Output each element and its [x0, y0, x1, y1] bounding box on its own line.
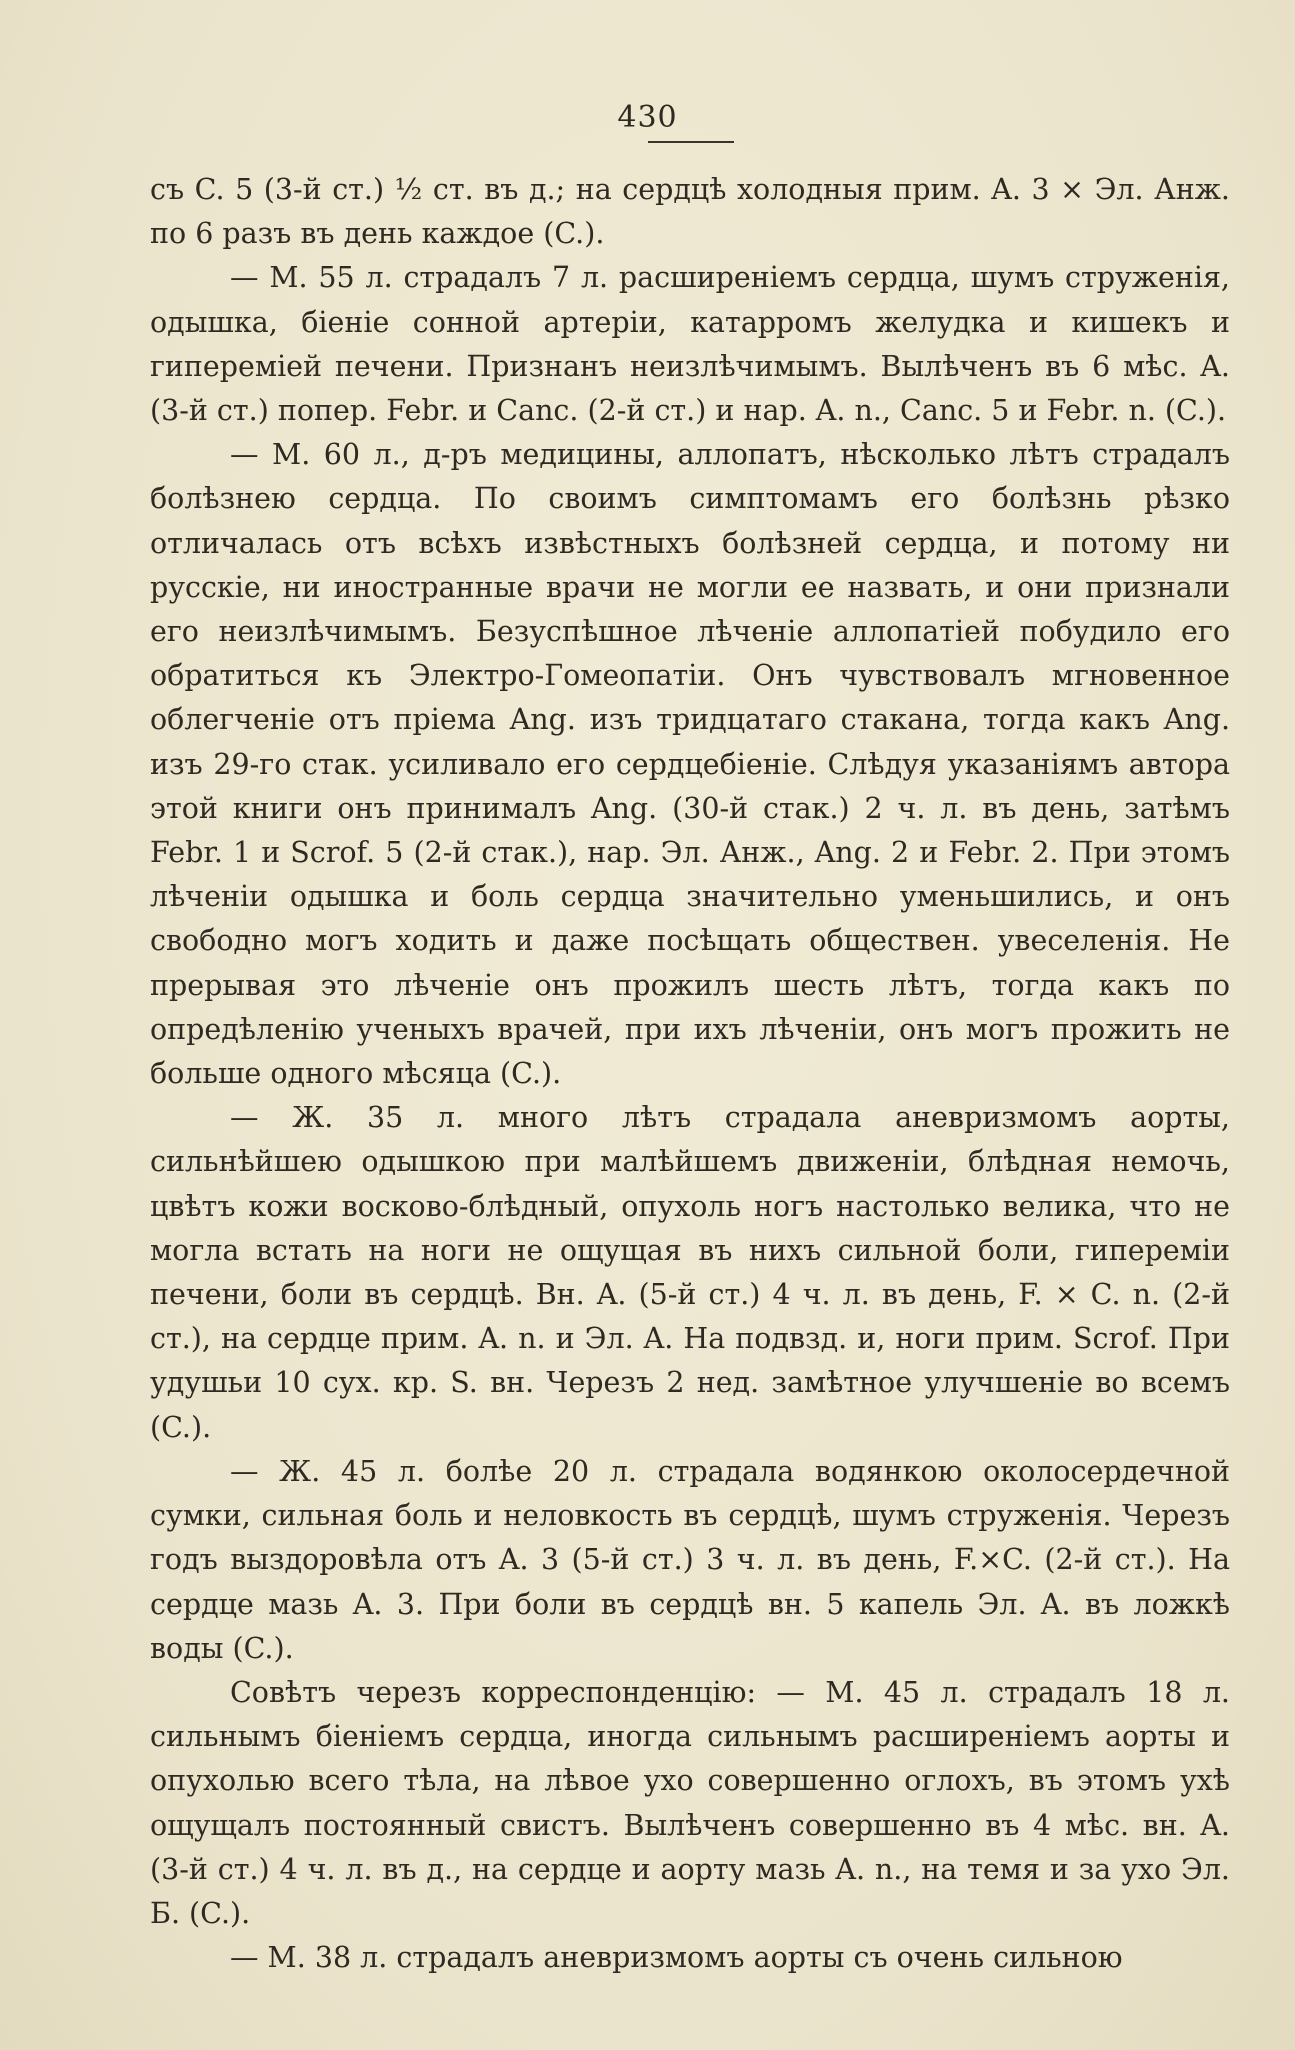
paragraph: — Ж. 35 л. много лѣтъ страдала аневризмомъ аорты, сильнѣйшею одышкою при малѣйшемъ движеніи, блѣдная немочь, цвѣтъ кожи восково-блѣдный, опухоль ногъ настолько велика, что не могла встать на ноги не ощущая въ нихъ сильной боли, гипереміи печени, боли въ сердцѣ. Вн. A. (5-й ст.) 4 ч. л. въ день, F. × C. n. (2-й ст.), на сердце прим. A. n. и Эл. A. На подвзд. и, ноги прим. Scrof. При удушьи 10 сух. кр. S. вн. Черезъ 2 нед. замѣтное улучшеніе во всемъ (C.). — [150, 1101, 1230, 1444]
paragraph: Совѣтъ черезъ корреспонденцію: — М. 45 л. страдалъ 18 л. сильнымъ біеніемъ сердца, иногда сильнымъ расширеніемъ аорты и опухолью всего тѣла, на лѣвое ухо совершенно оглохъ, въ этомъ ухѣ ощущалъ постоянный свистъ. Вылѣченъ совершенно въ 4 мѣс. вн. A. (3-й ст.) 4 ч. л. въ д., на сердце и аорту мазь A. n., на темя и за ухо Эл. Б. (C.). — [150, 1675, 1230, 1930]
paragraph: съ C. 5 (3-й ст.) ½ ст. въ д.; на сердцѣ холодныя прим. A. 3 × Эл. Анж. по 6 разъ въ день каждое (C.). — [150, 173, 1230, 251]
body-text — [150, 168, 1230, 1980]
paragraph: — М. 55 л. страдалъ 7 л. расширеніемъ сердца, шумъ струженія, одышка, біеніе сонной артеріи, катарромъ желудка и кишекъ и гипереміей печени. Признанъ неизлѣчимымъ. Вылѣченъ въ 6 мѣс. A. (3-й ст.) попер. Febr. и Canc. (2-й ст.) и нар. A. n., Canc. 5 и Febr. n. (C.). — [150, 261, 1230, 428]
page-number: 430 — [617, 100, 678, 135]
page-number-rule — [648, 141, 734, 143]
paragraph: — Ж. 45 л. болѣе 20 л. страдала водянкою околосердечной сумки, сильная боль и неловкость въ сердцѣ, шумъ струженія. Черезъ годъ выздоровѣла отъ A. 3 (5-й ст.) 3 ч. л. въ день, F.×C. (2-й ст.). На сердце мазь A. 3. При боли въ сердцѣ вн. 5 капель Эл. A. въ ложкѣ воды (C.). — [150, 1454, 1230, 1665]
paragraph: — М. 38 л. страдалъ аневризмомъ аорты съ очень сильною — [230, 1941, 1123, 1975]
paragraph: — М. 60 л., д-ръ медицины, аллопатъ, нѣсколько лѣтъ страдалъ болѣзнею сердца. По своимъ симптомамъ его болѣзнь рѣзко отличалась отъ всѣхъ извѣстныхъ болѣзней сердца, и потому ни русскіе, ни иностранные врачи не могли ее назвать, и они признали его неизлѣчимымъ. Безуспѣшное лѣченіе аллопатіей побудило его обратиться къ Электро-Гомеопатіи. Онъ чувствовалъ мгновенное облегченіе отъ пріема Ang. изъ тридцатаго стакана, тогда какъ Ang. изъ 29-го стак. усиливало его сердцебіеніе. Слѣдуя указаніямъ автора этой книги онъ принималъ Ang. (30-й стак.) 2 ч. л. въ день, затѣмъ Febr. 1 и Scrof. 5 (2-й стак.), нар. Эл. Анж., Ang. 2 и Febr. 2. При этомъ лѣченіи одышка и боль сердца значительно уменьшились, и онъ свободно могъ ходить и даже посѣщать обществен. увеселенія. Не прерывая это лѣченіе онъ прожилъ шесть лѣтъ, тогда какъ по опредѣленію ученыхъ врачей, при ихъ лѣченіи, онъ могъ прожить не больше одного мѣсяца (C.). — [150, 438, 1230, 1091]
